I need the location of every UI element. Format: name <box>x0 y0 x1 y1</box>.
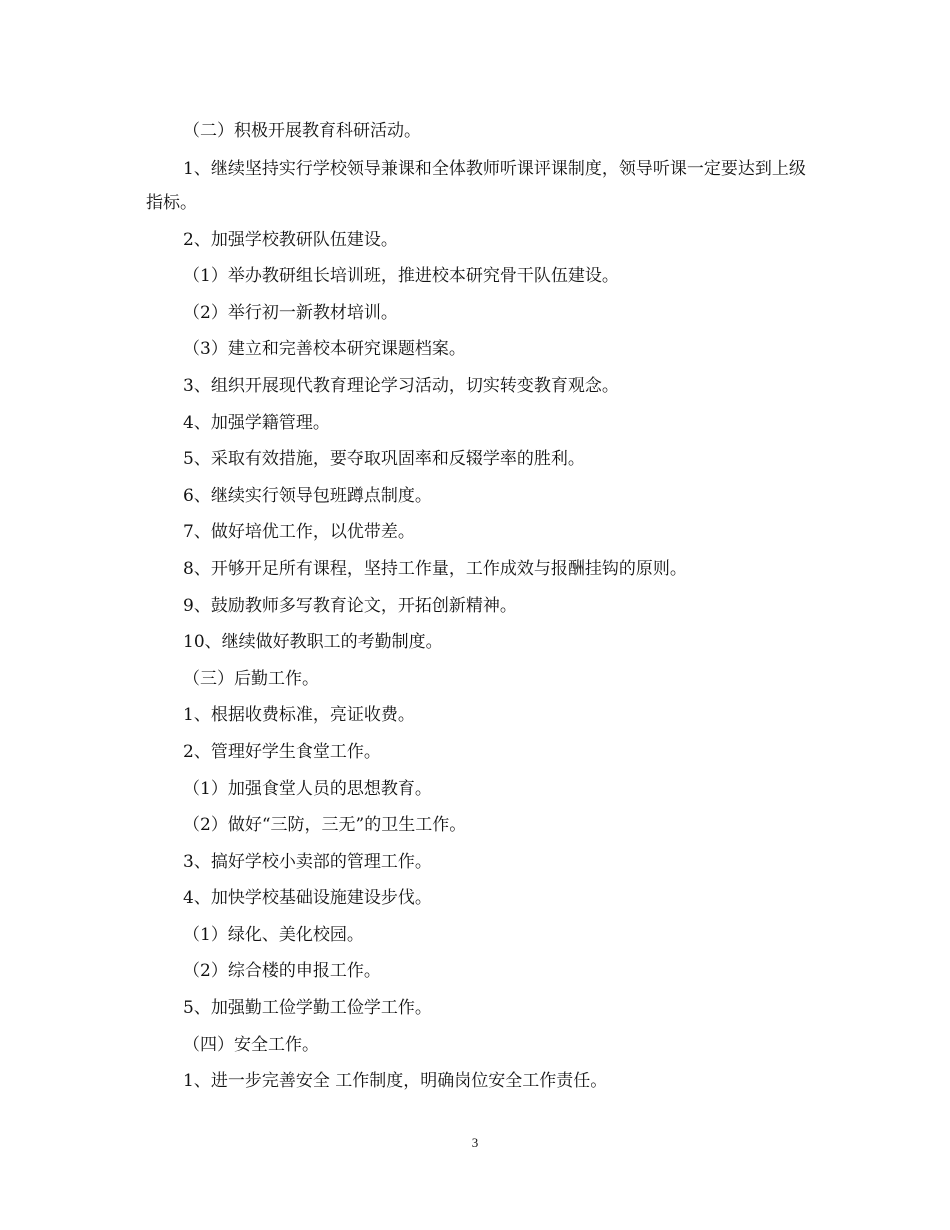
paragraph: 5、加强勤工俭学勤工俭学工作。 <box>183 998 432 1019</box>
paragraph: 8、开够开足所有课程，坚持工作量，工作成效与报酬挂钩的原则。 <box>183 558 687 579</box>
paragraph: 2、管理好学生食堂工作。 <box>183 741 381 762</box>
paragraph: 1、进一步完善安全 工作制度，明确岗位安全工作责任。 <box>183 1071 608 1092</box>
paragraph: 4、加强学籍管理。 <box>183 412 330 433</box>
paragraph: 1、继续坚持实行学校领导兼课和全体教师听课评课制度，领导听课一定要达到上级指标。 <box>146 158 806 213</box>
section-heading: （四）安全工作。 <box>183 1034 319 1055</box>
paragraph: 9、鼓励教师多写教育论文，开拓创新精神。 <box>183 595 517 616</box>
paragraph: 3、搞好学校小卖部的管理工作。 <box>183 851 432 872</box>
sub-paragraph: （1）举办教研组长培训班，推进校本研究骨干队伍建设。 <box>183 266 619 287</box>
paragraph: 1、根据收费标准，亮证收费。 <box>183 705 415 726</box>
paragraph: 2、加强学校教研队伍建设。 <box>183 229 398 250</box>
paragraph: 5、采取有效措施，要夺取巩固率和反辍学率的胜利。 <box>183 449 585 470</box>
paragraph: 4、加快学校基础设施建设步伐。 <box>183 888 432 909</box>
page-number: 3 <box>471 1135 479 1150</box>
paragraph: 3、组织开展现代教育理论学习活动，切实转变教育观念。 <box>183 375 619 396</box>
paragraph: 6、继续实行领导包班蹲点制度。 <box>183 485 432 506</box>
paragraph: 10、继续做好教职工的考勤制度。 <box>183 632 443 653</box>
section-heading: （二）积极开展教育科研活动。 <box>183 121 421 141</box>
paragraph: 7、做好培优工作，以优带差。 <box>183 522 415 543</box>
sub-paragraph: （2）综合楼的申报工作。 <box>183 961 381 982</box>
sub-paragraph: （2）举行初一新教材培训。 <box>183 302 398 323</box>
sub-paragraph: （1）绿化、美化校园。 <box>183 924 364 945</box>
document-body <box>146 113 810 1100</box>
sub-paragraph: （1）加强食堂人员的思想教育。 <box>183 778 432 799</box>
sub-paragraph: （3）建立和完善校本研究课题档案。 <box>183 339 466 360</box>
sub-paragraph: （2）做好“三防，三无”的卫生工作。 <box>183 815 467 836</box>
section-heading: （三）后勤工作。 <box>183 668 319 689</box>
